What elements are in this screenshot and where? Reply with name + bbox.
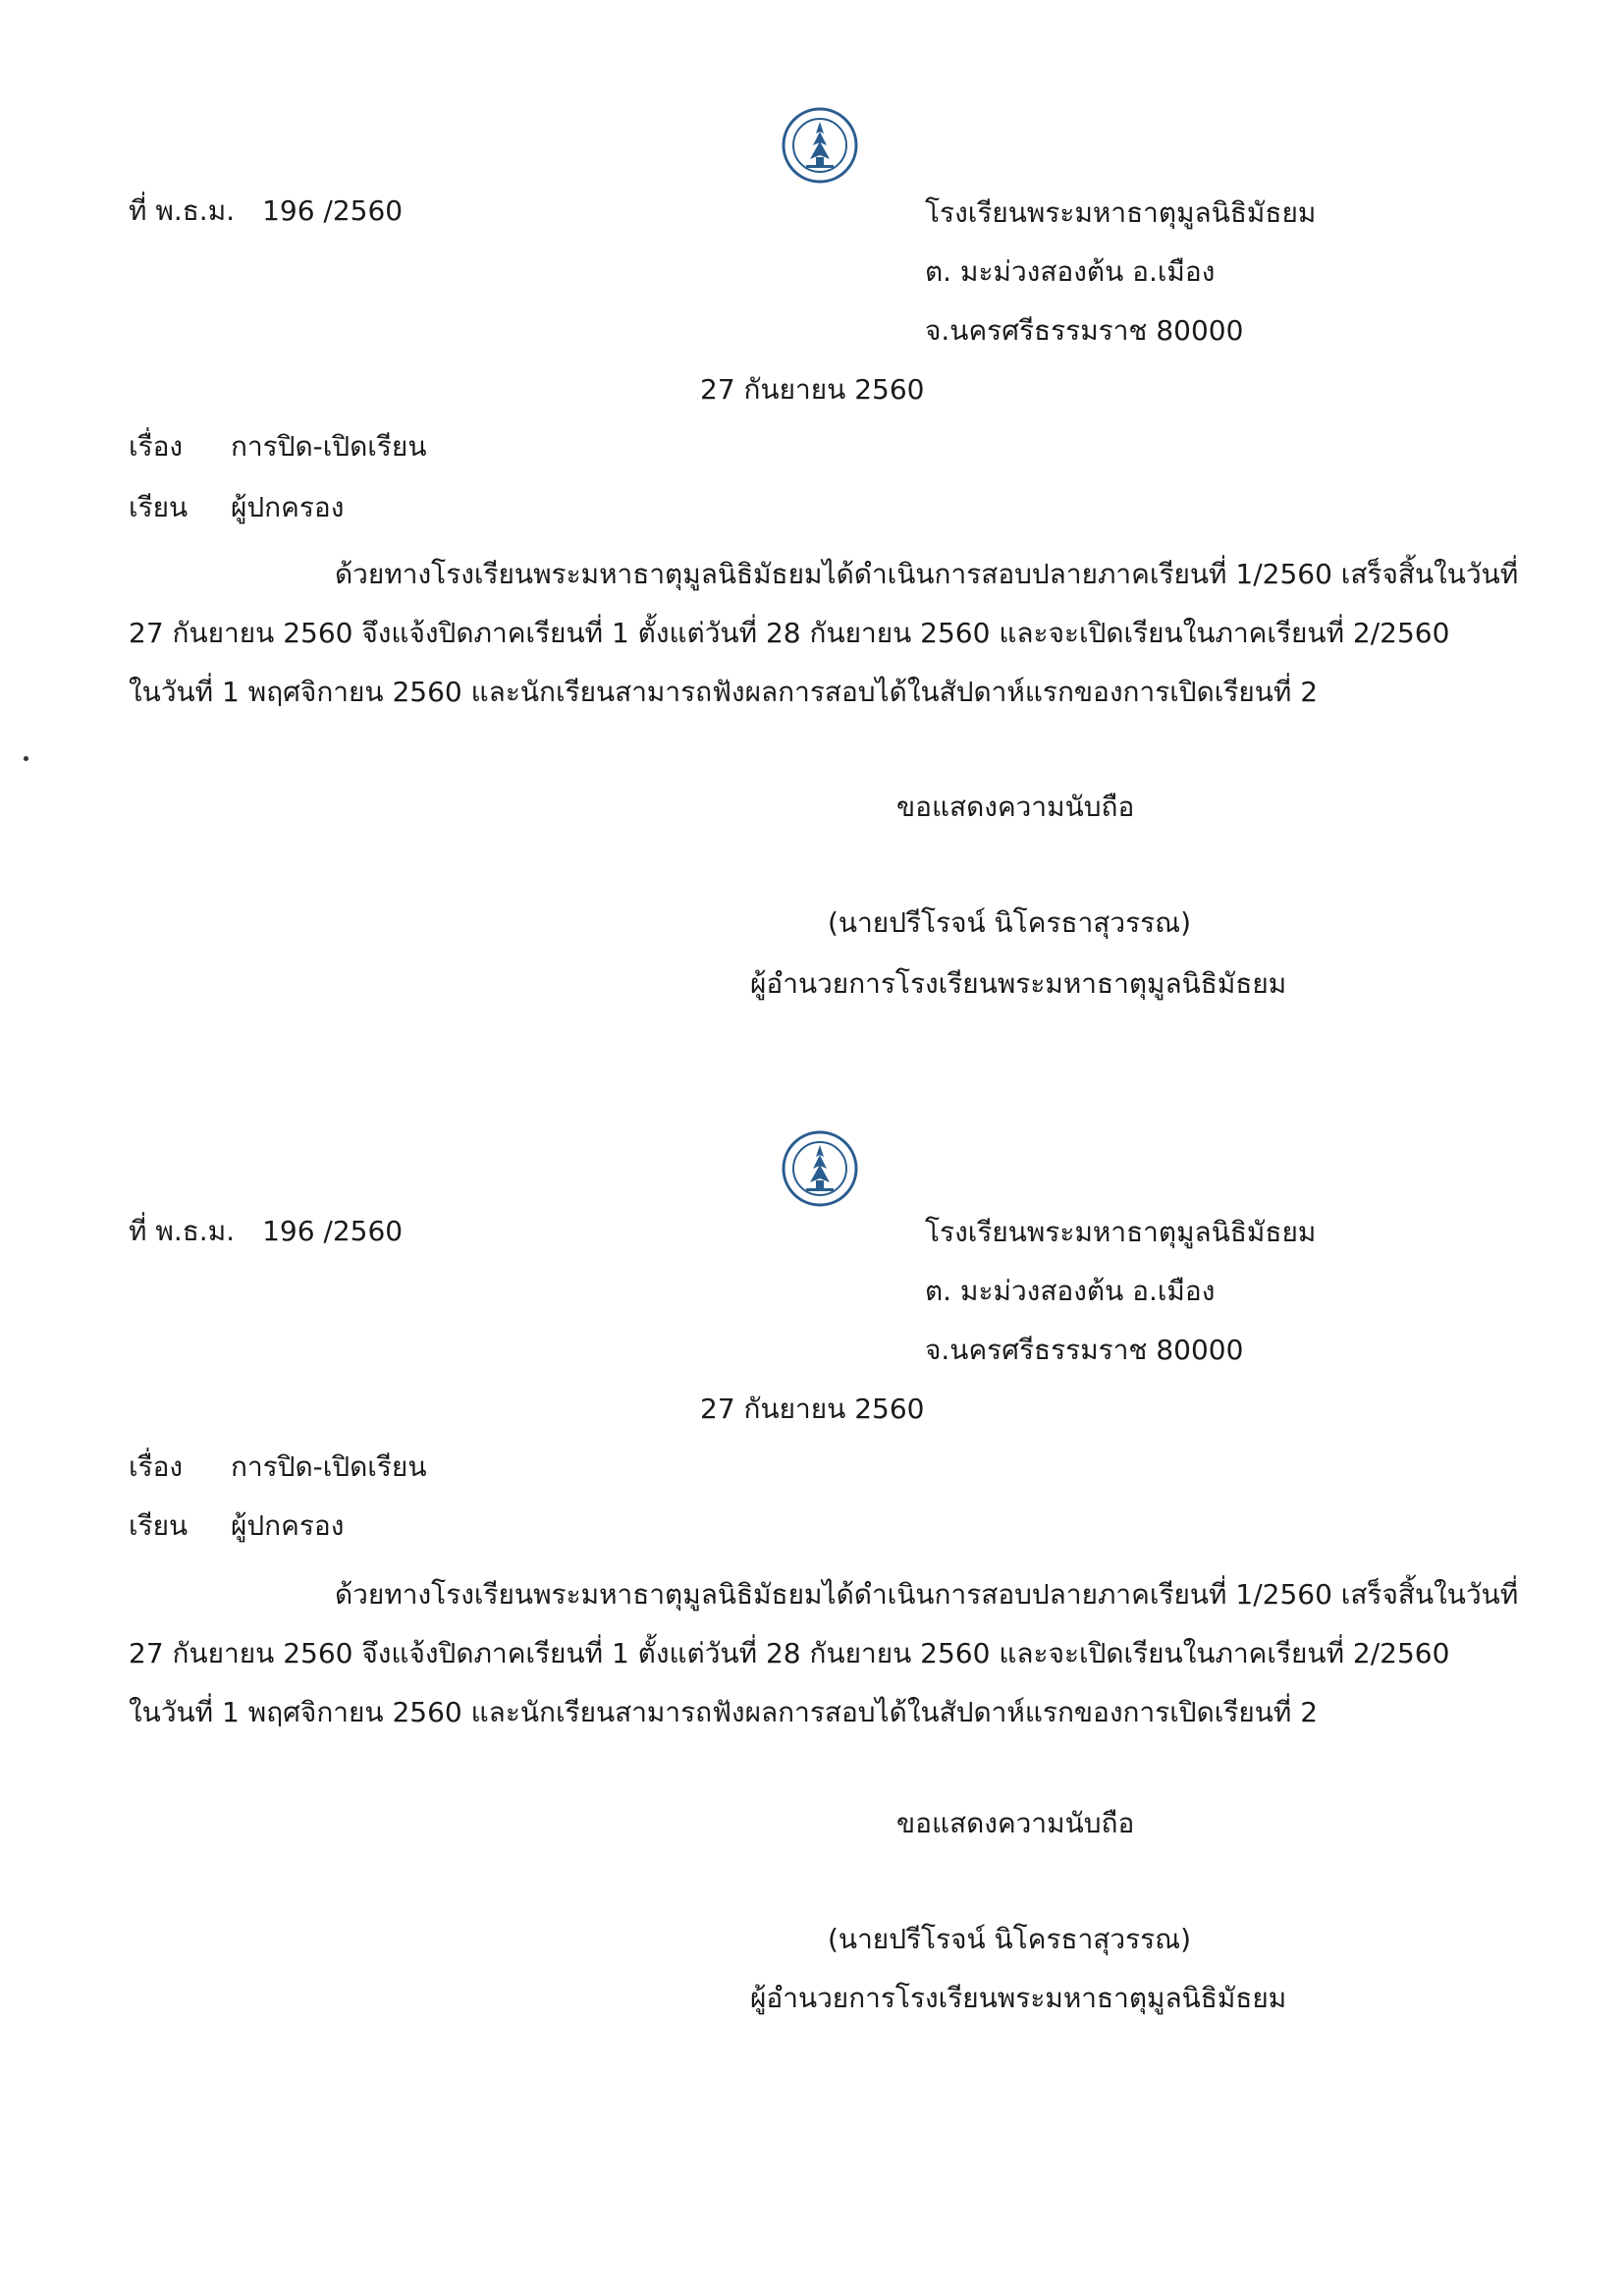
closing-phrase: ขอแสดงความนับถือ xyxy=(896,791,1135,823)
reference-value: 196 /2560 xyxy=(262,1215,404,1247)
body-line-1: ด้วยทางโรงเรียนพระมหาธาตุมูลนิธิมัธยมได้ดำเนินการสอบปลายภาคเรียนที่ 1/2560 เสร็จสิ้นในวันที่ xyxy=(335,558,1519,590)
closing-phrase: ขอแสดงความนับถือ xyxy=(896,1807,1135,1839)
body-line-3: ในวันที่ 1 พฤศจิกายน 2560 และนักเรียนสามารถฟังผลการสอบได้ในสัปดาห์แรกของการเปิดเรียนที่ 2 xyxy=(129,676,1319,708)
letter-date: 27 กันยายน 2560 xyxy=(700,373,925,406)
recipient-label: เรียน xyxy=(129,1509,189,1542)
sender-district: ต. มะม่วงสองต้น อ.เมือง xyxy=(925,255,1216,288)
body-line-2: 27 กันยายน 2560 จึงแจ้งปิดภาคเรียนที่ 1 ตั้งแต่วันที่ 28 กันยายน 2560 และจะเปิดเรียนในภาคเรียนที่ 2/2560 xyxy=(129,1637,1450,1669)
school-seal-logo xyxy=(781,106,859,185)
body-line-2: 27 กันยายน 2560 จึงแจ้งปิดภาคเรียนที่ 1 ตั้งแต่วันที่ 28 กันยายน 2560 และจะเปิดเรียนในภาคเรียนที่ 2/2560 xyxy=(129,617,1450,649)
recipient-line xyxy=(129,488,344,527)
subject-line xyxy=(129,427,426,466)
recipient-text: ผู้ปกครอง xyxy=(231,491,345,523)
reference-number xyxy=(129,191,403,231)
recipient-text: ผู้ปกครอง xyxy=(231,1509,345,1542)
reference-number xyxy=(129,1212,403,1251)
subject-text: การปิด-เปิดเรียน xyxy=(231,1450,427,1483)
letter-body xyxy=(129,545,1519,722)
subject-label: เรื่อง xyxy=(129,1450,184,1483)
letter-body xyxy=(129,1565,1519,1742)
sender-province: จ.นครศรีธรรมราช 80000 xyxy=(925,314,1244,347)
subject-label: เรื่อง xyxy=(129,430,184,463)
signer-name: (นายปรีโรจน์ นิโครธาสุวรรณ) xyxy=(828,906,1192,939)
letter-date: 27 กันยายน 2560 xyxy=(700,1393,925,1425)
signer-name: (นายปรีโรจน์ นิโครธาสุวรรณ) xyxy=(828,1923,1192,1955)
sender-school-name: โรงเรียนพระมหาธาตุมูลนิธิมัธยม xyxy=(925,1216,1317,1248)
subject-line xyxy=(129,1448,426,1487)
sender-province: จ.นครศรีธรรมราช 80000 xyxy=(925,1334,1244,1366)
sender-district: ต. มะม่วงสองต้น อ.เมือง xyxy=(925,1275,1216,1307)
recipient-label: เรียน xyxy=(129,491,189,523)
school-seal-logo xyxy=(781,1129,859,1208)
reference-value: 196 /2560 xyxy=(262,194,404,227)
sender-school-name: โรงเรียนพระมหาธาตุมูลนิธิมัธยม xyxy=(925,196,1317,229)
body-line-3: ในวันที่ 1 พฤศจิกายน 2560 และนักเรียนสามารถฟังผลการสอบได้ในสัปดาห์แรกของการเปิดเรียนที่ 2 xyxy=(129,1696,1319,1728)
body-line-1: ด้วยทางโรงเรียนพระมหาธาตุมูลนิธิมัธยมได้ดำเนินการสอบปลายภาคเรียนที่ 1/2560 เสร็จสิ้นในวันที่ xyxy=(335,1578,1519,1611)
signer-position: ผู้อำนวยการโรงเรียนพระมหาธาตุมูลนิธิมัธยม xyxy=(750,967,1287,1000)
scan-speck xyxy=(24,756,28,761)
reference-label: ที่ พ.ธ.ม. xyxy=(129,194,236,227)
letter-1 xyxy=(0,0,1624,1021)
reference-label: ที่ พ.ธ.ม. xyxy=(129,1215,236,1247)
subject-text: การปิด-เปิดเรียน xyxy=(231,430,427,463)
letter-2 xyxy=(0,1019,1624,2041)
recipient-line xyxy=(129,1506,344,1546)
signer-position: ผู้อำนวยการโรงเรียนพระมหาธาตุมูลนิธิมัธยม xyxy=(750,1982,1287,2014)
